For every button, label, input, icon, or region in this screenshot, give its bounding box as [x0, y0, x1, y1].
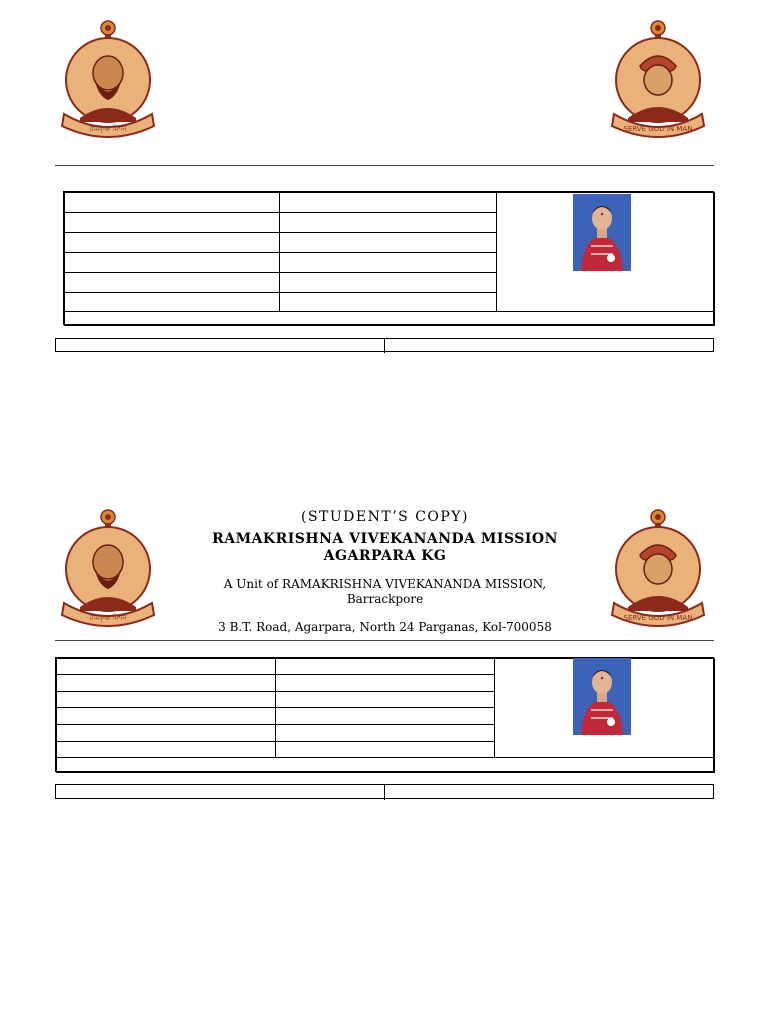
copy-value-cell-3 — [275, 691, 495, 708]
student-copy-divider — [55, 640, 714, 641]
school-address: 3 B.T. Road, Agarpara, North 24 Parganas, Kol-700058 — [218, 620, 552, 634]
top-label-cell-5 — [64, 272, 280, 293]
top-value-cell-5 — [279, 272, 497, 293]
copy-signature-cell-left — [56, 785, 385, 800]
copy-label-cell-1 — [56, 658, 276, 675]
top-value-cell-6 — [279, 292, 497, 312]
top-value-cell-1 — [279, 192, 497, 213]
unit-line: A Unit of RAMAKRISHNA VIVEKANANDA MISSION, Barrackpore — [223, 577, 547, 606]
copy-label-cell-4 — [56, 707, 276, 725]
copy-label: (STUDENT’S COPY) — [300, 509, 470, 525]
top-label-cell-2 — [64, 212, 280, 233]
copy-value-cell-2 — [275, 674, 495, 692]
left-emblem-motto: রামকৃষ্ণ মিশন — [89, 125, 127, 133]
top-label-cell-4 — [64, 252, 280, 273]
top-signature-row — [55, 338, 714, 352]
copy-label-cell-3 — [56, 691, 276, 708]
copy-footer-row — [56, 757, 715, 773]
copy-label-cell-2 — [56, 674, 276, 692]
top-divider — [55, 165, 714, 166]
student-copy-signature-row — [55, 784, 714, 799]
ramakrishna-emblem-icon — [58, 507, 158, 627]
top-value-cell-4 — [279, 252, 497, 273]
copy-value-cell-5 — [275, 724, 495, 742]
top-label-cell-1 — [64, 192, 280, 213]
top-signature-cell-left — [56, 339, 385, 353]
copy-value-cell-1 — [275, 658, 495, 675]
left-emblem-motto: রামকৃষ্ণ মিশন — [89, 614, 127, 622]
ramakrishna-emblem-icon — [58, 18, 158, 138]
vivekananda-emblem-icon — [608, 507, 708, 627]
copy-value-cell-6 — [275, 741, 495, 758]
copy-value-cell-4 — [275, 707, 495, 725]
copy-label-cell-5 — [56, 724, 276, 742]
vivekananda-emblem-icon — [608, 18, 708, 138]
top-value-cell-2 — [279, 212, 497, 233]
student-photo — [573, 194, 631, 271]
top-label-cell-3 — [64, 232, 280, 253]
top-label-cell-6 — [64, 292, 280, 312]
top-value-cell-3 — [279, 232, 497, 253]
right-emblem-motto: SERVE GOD IN MAN — [623, 614, 693, 622]
right-emblem-motto: SERVE GOD IN MAN — [623, 125, 693, 133]
student-photo — [573, 658, 631, 735]
school-name: RAMAKRISHNA VIVEKANANDA MISSION AGARPARA KG — [212, 531, 558, 564]
copy-label-cell-6 — [56, 741, 276, 758]
top-footer-row — [64, 311, 715, 326]
